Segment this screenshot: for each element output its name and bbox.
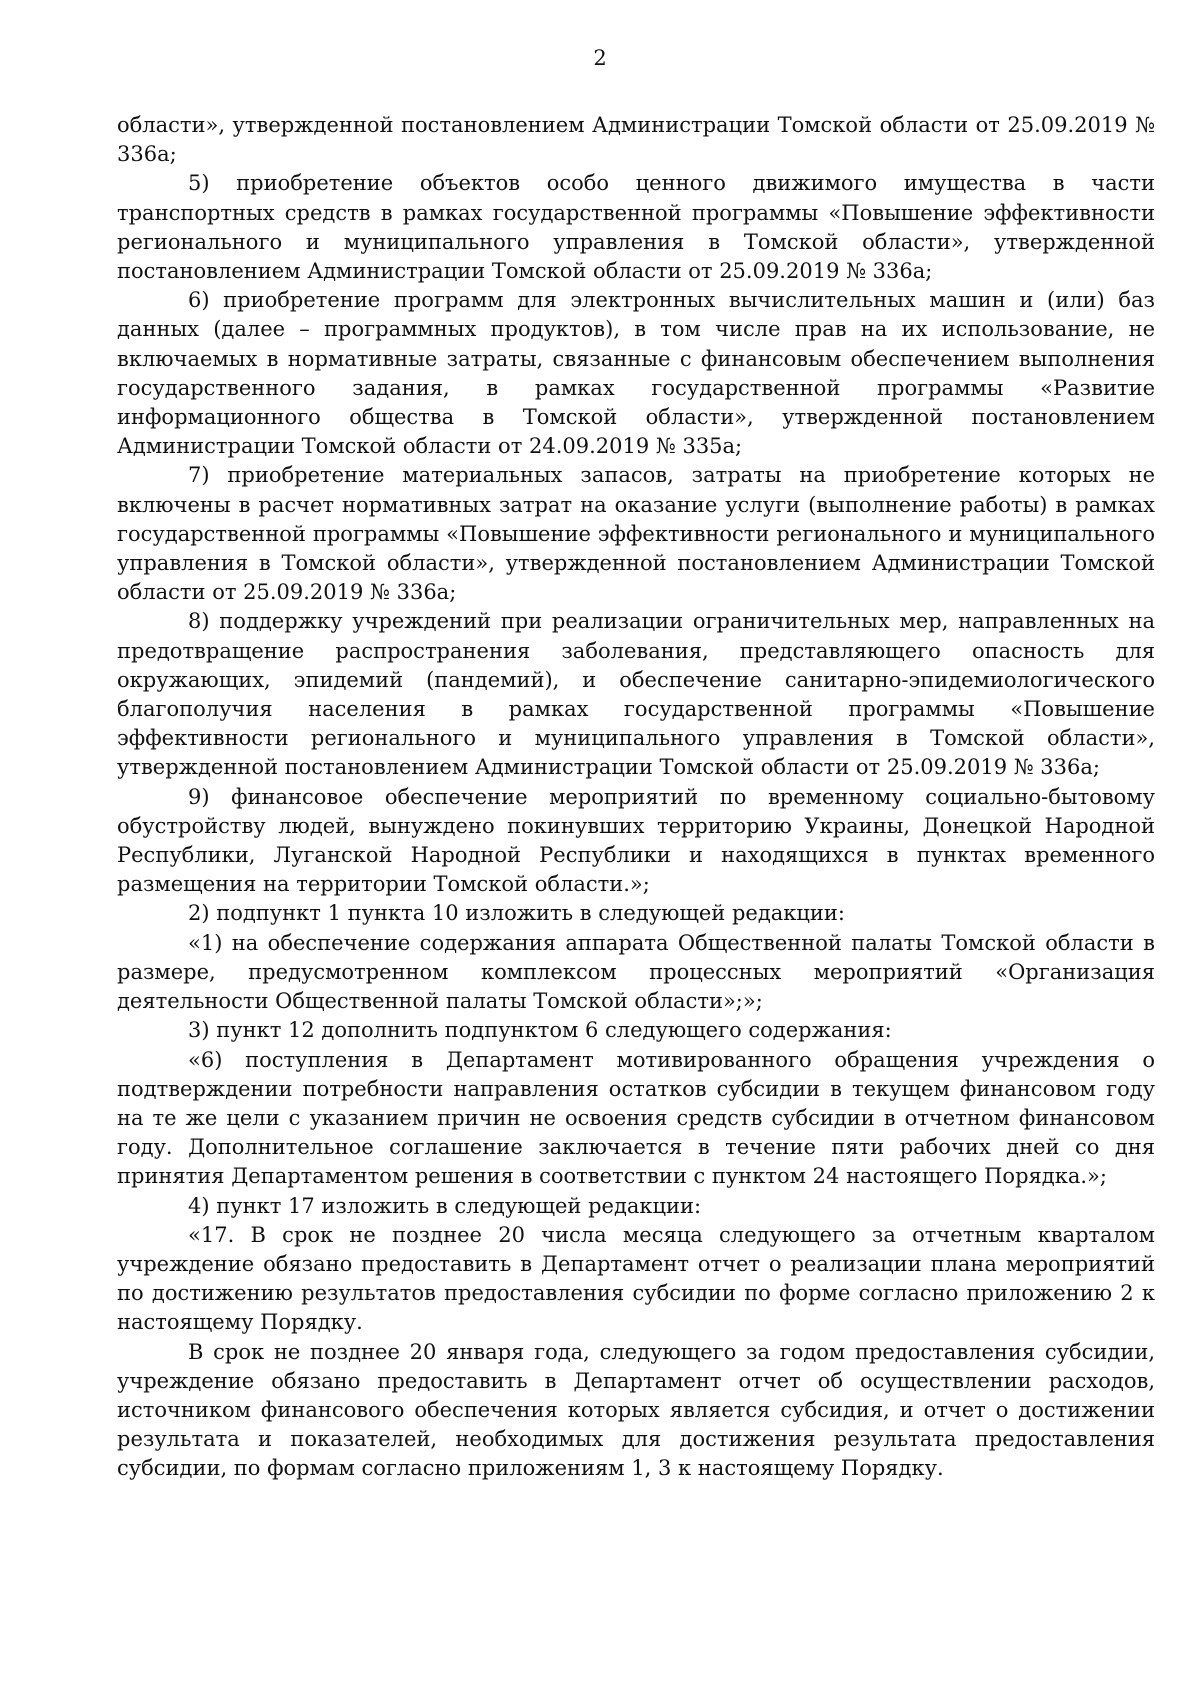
paragraph-amendment-4: 4) пункт 17 изложить в следующей редакции: <box>188 1193 702 1218</box>
paragraph-item-7: 7) приобретение материальных запасов, затраты на приобретение которых не включены в расчет нормативных затрат на оказание услуги (выполнение работы) в рамках государственной программы «Повышение эффективности регионального и муниципального управления в Томской области», утвержденной постановлением Администрации Томской области от 25.09.2019 № 336а; <box>117 463 1155 605</box>
document-body <box>117 111 1155 1484</box>
page-number: 2 <box>593 46 607 70</box>
paragraph-continuation: области», утвержденной постановлением Администрации Томской области от 25.09.2019 № 336а; <box>117 113 1155 167</box>
paragraph-point-17-text: «17. В срок не позднее 20 числа месяца следующего за отчетным кварталом учреждение обязано предоставить в Департамент отчет о реализации плана мероприятий по достижению результатов предоставления субсидии по форме согласно приложению 2 к настоящему Порядку. <box>117 1222 1155 1335</box>
paragraph-annual-report: В срок не позднее 20 января года, следующего за годом предоставления субсидии, учреждение обязано предоставить в Департамент отчет об осуществлении расходов, источником финансового обеспечения которых является субсидия, и отчет о достижении результата и показателей, необходимых для достижения результата предоставления субсидии, по формам согласно приложениям 1, 3 к настоящему Порядку. <box>117 1339 1155 1481</box>
paragraph-item-5: 5) приобретение объектов особо ценного движимого имущества в части транспортных средств в рамках государственной программы «Повышение эффективности регионального и муниципального управления в Томской области», утвержденной постановлением Администрации Томской области от 25.09.2019 № 336а; <box>117 171 1155 284</box>
paragraph-item-8: 8) поддержку учреждений при реализации ограничительных мер, направленных на предотвращение распространения заболевания, представляющего опасность для окружающих, эпидемий (пандемий), и обеспечение санитарно-эпидемиологического благополучия населения в рамках государственной программы «Повышение эффективности регионального и муниципального управления в Томской области», утвержденной постановлением Администрации Томской области от 25.09.2019 № 336а; <box>117 609 1155 780</box>
paragraph-item-6: 6) приобретение программ для электронных вычислительных машин и (или) баз данных (далее – программных продуктов), в том числе прав на их использование, не включаемых в нормативные затраты, связанные с финансовым обеспечением выполнения государственного задания, в рамках государственной программы «Развитие информационного общества в Томской области», утвержденной постановлением Администрации Томской области от 24.09.2019 № 335а; <box>117 288 1155 459</box>
paragraph-amendment-3: 3) пункт 12 дополнить подпунктом 6 следующего содержания: <box>188 1018 892 1043</box>
paragraph-item-9: 9) финансовое обеспечение мероприятий по временному социально-бытовому обустройству людей, вынуждено покинувших территорию Украины, Донецкой Народной Республики, Луганской Народной Республики и находящихся в пунктах временного размещения на территории Томской области.»; <box>117 784 1155 897</box>
paragraph-subpoint-1-text: «1) на обеспечение содержания аппарата Общественной палаты Томской области в размере, предусмотренном комплексом процессных мероприятий «Организация деятельности Общественной палаты Томской области»;»; <box>117 930 1155 1014</box>
paragraph-amendment-2: 2) подпункт 1 пункта 10 изложить в следующей редакции: <box>188 901 845 926</box>
paragraph-subpoint-6-text: «6) поступления в Департамент мотивированного обращения учреждения о подтверждении потребности направления остатков субсидии в текущем финансовом году на те же цели с указанием причин не освоения средств субсидии в отчетном финансовом году. Дополнительное соглашение заключается в течение пяти рабочих дней со дня принятия Департаментом решения в соответствии с пунктом 24 настоящего Порядка.»; <box>117 1047 1155 1189</box>
